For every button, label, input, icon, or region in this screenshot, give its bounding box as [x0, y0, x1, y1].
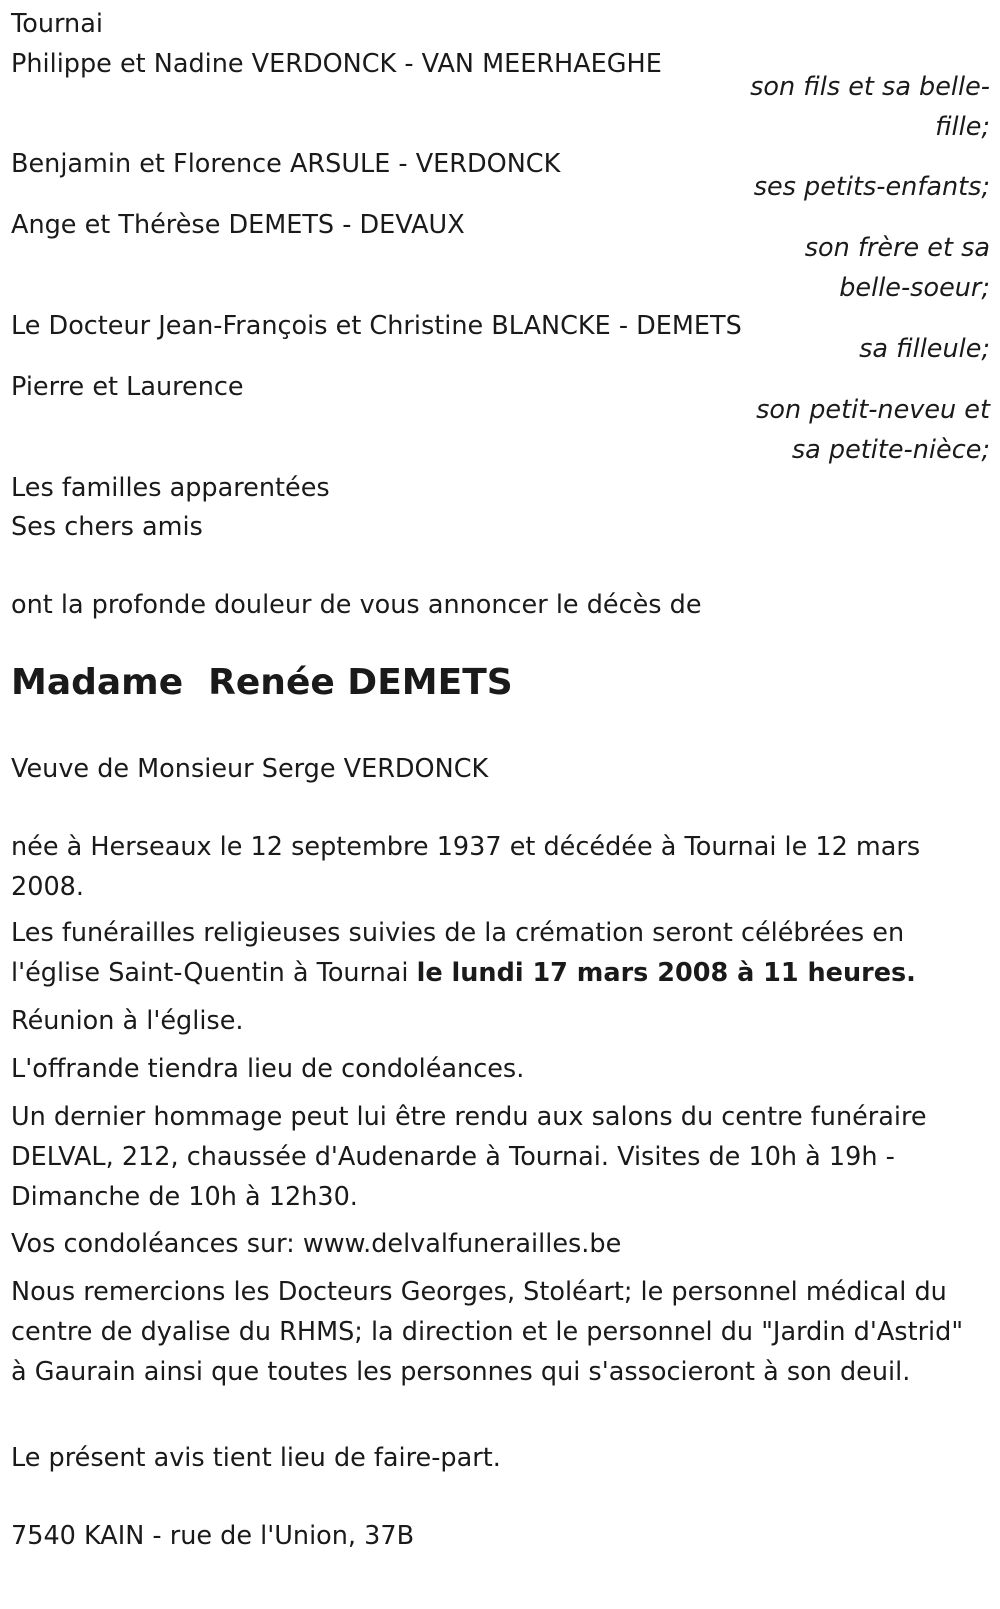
family-role-3-line-2: belle-soeur;	[839, 273, 990, 303]
family-names-2: Benjamin et Florence ARSULE - VERDONCK	[11, 149, 561, 179]
deceased-name: Madame Renée DEMETS	[11, 662, 513, 703]
family-role-1-line-2: fille;	[935, 112, 990, 142]
widow-of: Veuve de Monsieur Serge VERDONCK	[11, 754, 489, 784]
family-role-3-line-1: son frère et sa	[804, 233, 990, 263]
family-names-1: Philippe et Nadine VERDONCK - VAN MEERHAEGHE	[11, 49, 662, 79]
funeral-paragraph	[11, 913, 986, 993]
family-role-1	[750, 67, 990, 147]
offrande-paragraph: L'offrande tiendra lieu de condoléances.	[11, 1054, 525, 1084]
family-role-2	[750, 167, 990, 207]
family-names-5: Pierre et Laurence	[11, 372, 244, 402]
funeral-date: le lundi 17 mars 2008 à 11 heures.	[416, 958, 916, 988]
reunion-paragraph: Réunion à l'église.	[11, 1006, 244, 1036]
city-name: Tournai	[11, 9, 103, 39]
birth-death-paragraph: née à Herseaux le 12 septembre 1937 et décédée à Tournai le 12 mars 2008.	[11, 832, 921, 902]
family-role-5	[750, 390, 990, 470]
funeral-intro: Les funérailles religieuses suivies de la crémation seront célébrées en l'église Saint-Quentin à Tournai	[11, 918, 905, 988]
family-role-1-line-1: son fils et sa belle-	[750, 72, 990, 102]
announcement-text: ont la profonde douleur de vous annoncer le décès de	[11, 590, 702, 620]
faire-part-paragraph: Le présent avis tient lieu de faire-part.	[11, 1443, 501, 1473]
family-role-5-line-1: son petit-neveu et	[756, 395, 990, 425]
family-role-2-line-1: ses petits-enfants;	[753, 172, 990, 202]
address: 7540 KAIN - rue de l'Union, 37B	[11, 1521, 415, 1551]
family-role-4-line-1: sa filleule;	[859, 334, 990, 364]
thanks-paragraph: Nous remercions les Docteurs Georges, Stoléart; le personnel médical du centre de dyalise du RHMS; la direction et le personnel du "Jardin d'Astrid" à Gaurain ainsi que toutes les personnes qui s'associeront à son deuil.	[11, 1277, 964, 1387]
dear-friends: Ses chers amis	[11, 512, 203, 542]
related-families: Les familles apparentées	[11, 473, 330, 503]
family-role-4	[750, 329, 990, 369]
family-names-4: Le Docteur Jean-François et Christine BLANCKE - DEMETS	[11, 311, 742, 341]
family-role-3	[750, 228, 990, 308]
family-names-3: Ange et Thérèse DEMETS - DEVAUX	[11, 210, 465, 240]
condoleances-paragraph: Vos condoléances sur: www.delvalfunerailles.be	[11, 1229, 622, 1259]
family-role-5-line-2: sa petite-nièce;	[791, 435, 990, 465]
hommage-paragraph: Un dernier hommage peut lui être rendu aux salons du centre funéraire DELVAL, 212, chaussée d'Audenarde à Tournai. Visites de 10h à 19h - Dimanche de 10h à 12h30.	[11, 1102, 927, 1212]
